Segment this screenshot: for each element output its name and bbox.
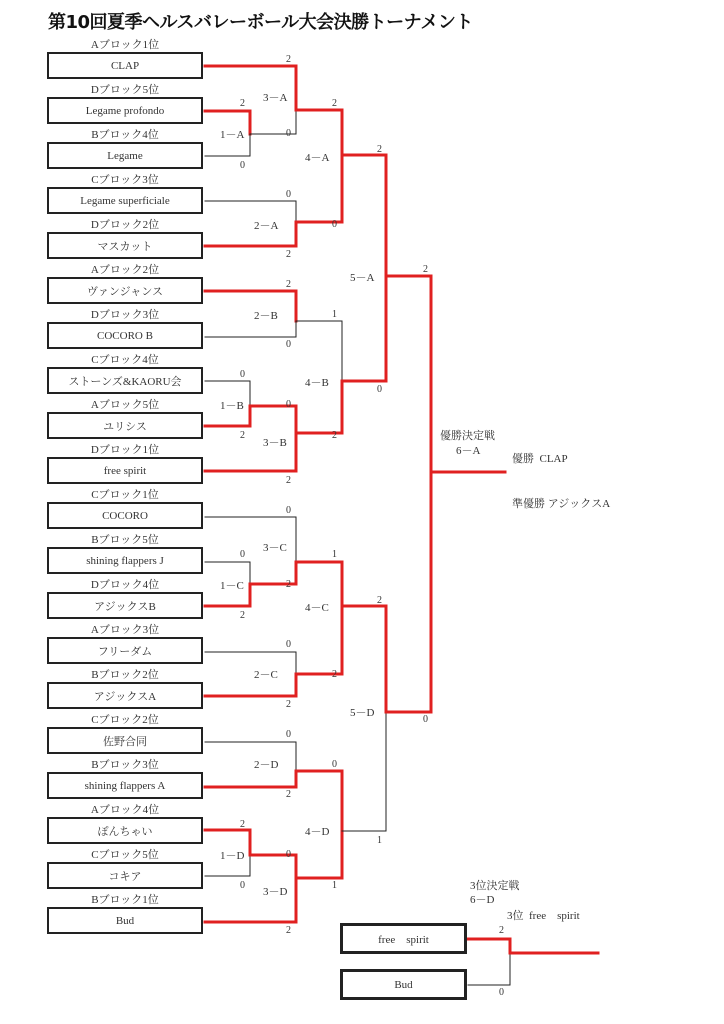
- team-seed: Bブロック3位: [91, 759, 159, 771]
- team-box: アジックスA: [47, 682, 203, 709]
- runner-up-name: アジックスA: [547, 498, 611, 510]
- score: 2: [286, 279, 291, 290]
- final-title: 優勝決定戦: [440, 430, 495, 442]
- bracket-line: [205, 517, 296, 562]
- score: 2: [286, 789, 291, 800]
- score: 0: [286, 729, 291, 740]
- team-seed: Dブロック5位: [90, 84, 160, 96]
- winner-path: [296, 771, 342, 831]
- team-seed: Aブロック1位: [90, 39, 160, 51]
- bracket-line: [342, 712, 386, 831]
- team-seed: Cブロック2位: [91, 714, 159, 726]
- team-seed: Dブロック4位: [90, 579, 160, 591]
- score: 2: [332, 98, 337, 109]
- bracket-line: [468, 953, 510, 985]
- team-seed: Bブロック2位: [91, 669, 159, 681]
- team-box: ぽんちゃい: [47, 817, 203, 844]
- team-box: CLAP: [47, 52, 203, 79]
- winner-path: [386, 472, 431, 712]
- match-label-5a: 5－A: [350, 272, 375, 284]
- winner-path: [296, 831, 342, 878]
- match-label-2d: 2－D: [254, 759, 279, 771]
- team-seed: Dブロック3位: [90, 309, 160, 321]
- third-place-team-box: Bud: [340, 969, 467, 1000]
- match-label-5d: 5－D: [350, 707, 375, 719]
- winner-path: [296, 110, 342, 155]
- score: 2: [240, 430, 245, 441]
- winner-path: [250, 406, 296, 433]
- score: 0: [332, 219, 337, 230]
- team-seed: Cブロック5位: [91, 849, 159, 861]
- match-label-1a: 1－A: [220, 129, 245, 141]
- team-seed: Bブロック4位: [91, 129, 159, 141]
- winner-path: [205, 674, 296, 696]
- team-box: shining flappers J: [47, 547, 203, 574]
- final-match-label: 6－A: [456, 445, 481, 457]
- champion-name: CLAP: [539, 453, 568, 465]
- score: 0: [332, 759, 337, 770]
- score: 0: [286, 189, 291, 200]
- score: 0: [240, 369, 245, 380]
- winner-path: [296, 155, 342, 222]
- champion-result: [512, 453, 568, 465]
- champion-label: 優勝: [512, 453, 534, 465]
- winner-path: [468, 939, 510, 953]
- score: 2: [240, 610, 245, 621]
- winner-path: [342, 155, 386, 276]
- score: 1: [332, 880, 337, 891]
- team-box: Bud: [47, 907, 203, 934]
- match-label-2b: 2－B: [254, 310, 278, 322]
- score: 0: [240, 880, 245, 891]
- runner-up-label: 準優勝: [512, 498, 545, 510]
- team-box: 佐野合同: [47, 727, 203, 754]
- match-label-4c: 4－C: [305, 602, 329, 614]
- team-seed: Dブロック2位: [90, 219, 160, 231]
- team-seed: Aブロック3位: [90, 624, 160, 636]
- winner-path: [205, 222, 296, 246]
- score: 2: [240, 819, 245, 830]
- team-box: コキア: [47, 862, 203, 889]
- score: 2: [377, 595, 382, 606]
- match-label-3c: 3－C: [263, 542, 287, 554]
- match-label-1d: 1－D: [220, 850, 245, 862]
- score: 2: [423, 264, 428, 275]
- winner-path: [205, 771, 296, 787]
- third-place-title: 3位決定戦: [470, 880, 520, 892]
- score: 2: [286, 475, 291, 486]
- team-box: free spirit: [47, 457, 203, 484]
- third-place-match-label: 6－D: [470, 894, 495, 906]
- team-seed: Bブロック5位: [91, 534, 159, 546]
- match-label-4b: 4－B: [305, 377, 329, 389]
- team-box: アジックスB: [47, 592, 203, 619]
- score: 2: [240, 98, 245, 109]
- match-label-4a: 4－A: [305, 152, 330, 164]
- match-label-2a: 2－A: [254, 220, 279, 232]
- match-label-1c: 1－C: [220, 580, 244, 592]
- match-label-2c: 2－C: [254, 669, 278, 681]
- page-title: 第10回夏季ヘルスバレーボール大会決勝トーナメント: [48, 12, 473, 33]
- score: 0: [286, 505, 291, 516]
- score: 0: [286, 399, 291, 410]
- score: 0: [286, 639, 291, 650]
- team-box: Legame: [47, 142, 203, 169]
- bracket-line: [205, 321, 296, 337]
- bracket-line: [205, 201, 296, 222]
- score: 0: [377, 384, 382, 395]
- winner-path: [342, 276, 386, 381]
- team-box: フリーダム: [47, 637, 203, 664]
- team-box: ストーンズ&KAORU会: [47, 367, 203, 394]
- score: 2: [286, 925, 291, 936]
- team-box: Legame superficiale: [47, 187, 203, 214]
- winner-path: [205, 878, 296, 922]
- team-box: shining flappers A: [47, 772, 203, 799]
- score: 0: [423, 714, 428, 725]
- team-seed: Dブロック1位: [90, 444, 160, 456]
- match-label-3a: 3－A: [263, 92, 288, 104]
- score: 2: [332, 430, 337, 441]
- third-place-result: [507, 910, 580, 922]
- bracket-line: [205, 742, 296, 771]
- score: 2: [286, 579, 291, 590]
- team-box: COCORO: [47, 502, 203, 529]
- match-label-3b: 3－B: [263, 437, 287, 449]
- score: 2: [377, 144, 382, 155]
- winner-path: [342, 606, 386, 712]
- team-box: Legame profondo: [47, 97, 203, 124]
- score: 0: [286, 339, 291, 350]
- winner-path: [386, 276, 431, 472]
- third-place-label: 3位: [507, 910, 524, 922]
- score: 0: [499, 987, 504, 998]
- score: 1: [377, 835, 382, 846]
- team-seed: Aブロック5位: [90, 399, 160, 411]
- bracket-line: [205, 652, 296, 674]
- score: 2: [286, 699, 291, 710]
- team-seed: Bブロック1位: [91, 894, 159, 906]
- bracket-line: [296, 321, 342, 381]
- team-seed: Cブロック4位: [91, 354, 159, 366]
- match-label-4d: 4－D: [305, 826, 330, 838]
- runner-up-result: [512, 498, 610, 510]
- score: 0: [286, 128, 291, 139]
- team-seed: Aブロック2位: [90, 264, 160, 276]
- score: 0: [240, 160, 245, 171]
- score: 2: [499, 925, 504, 936]
- winner-path: [296, 606, 342, 674]
- score: 2: [332, 669, 337, 680]
- team-seed: Cブロック3位: [91, 174, 159, 186]
- match-label-1b: 1－B: [220, 400, 244, 412]
- team-box: ユリシス: [47, 412, 203, 439]
- team-seed: Cブロック1位: [91, 489, 159, 501]
- winner-path: [296, 562, 342, 606]
- match-label-3d: 3－D: [263, 886, 288, 898]
- score: 2: [286, 54, 291, 65]
- score: 1: [332, 309, 337, 320]
- score: 0: [286, 849, 291, 860]
- team-box: マスカット: [47, 232, 203, 259]
- score: 0: [240, 549, 245, 560]
- third-place-team-box: free spirit: [340, 923, 467, 954]
- winner-path: [205, 291, 296, 321]
- team-box: COCORO B: [47, 322, 203, 349]
- score: 1: [332, 549, 337, 560]
- third-place-winner: free spirit: [529, 910, 580, 922]
- team-box: ヴァンジャンス: [47, 277, 203, 304]
- team-seed: Aブロック4位: [90, 804, 160, 816]
- score: 2: [286, 249, 291, 260]
